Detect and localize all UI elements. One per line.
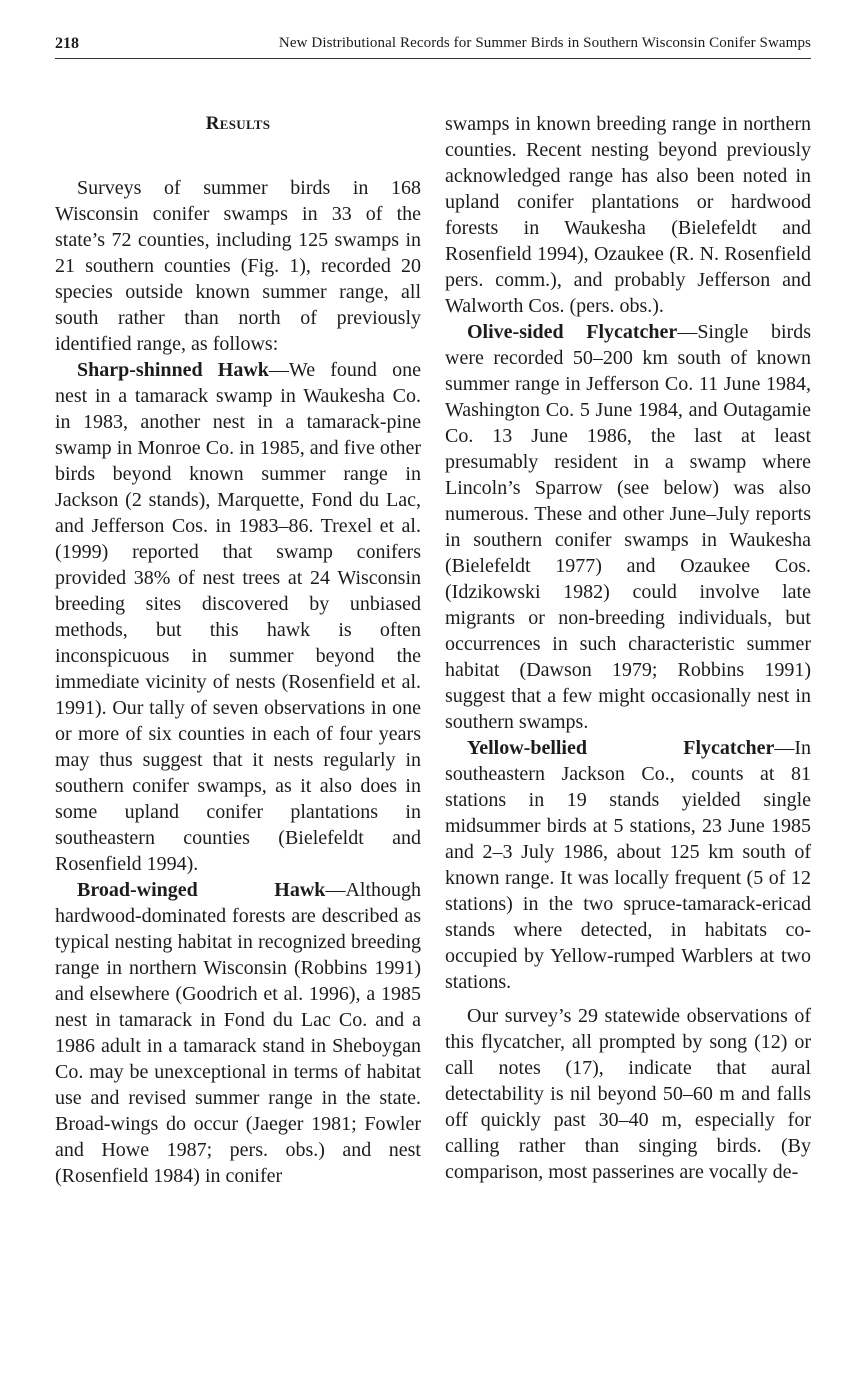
species-name-broad-winged-hawk: Broad-winged Hawk — [77, 879, 326, 901]
page-number: 218 — [55, 35, 79, 52]
section-heading-results: Results — [205, 113, 271, 134]
left-column — [55, 111, 421, 1189]
sharp-shinned-hawk-text: —We found one nest in a tamarack swamp in Waukesha Co. in 1983, another nest in a tamarack-pine swamp in Monroe Co. in 1985, and five other birds beyond known summer range in Jackson (2 stands), Marquette, Fond du Lac, and Jefferson Cos. in 1983–86. Trexel et al. (1999) reported that swamp conifers provided 38% of nest trees at 24 Wisconsin breeding sites discovered by unbiased methods, but this hawk is often inconspicuous in summer beyond the immediate vicinity of nests (Rosenfield et al. 1991). Our tally of seven observations in one or more of six counties in each of four years may thus suggest that it nests regularly in southern conifer swamps, as it also does in some upland conifer plantations in southeastern counties (Bielefeldt and Rosenfield 1994). — [55, 359, 421, 875]
species-name-sharp-shinned-hawk: Sharp-shinned Hawk — [77, 359, 269, 381]
species-name-yellow-bellied-flycatcher: Yellow-bellied Flycatcher — [467, 737, 775, 759]
sharp-shinned-hawk-paragraph — [55, 357, 421, 877]
broad-winged-hawk-continuation: swamps in known breeding range in northern counties. Recent nesting beyond previously acknowledged range has also been noted in upland conifer plantations or hardwood forests in Waukesha (Bielefeldt and Rosenfield 1994), Ozaukee (R. N. Rosenfield pers. comm.), and probably Jefferson and Walworth Cos. (pers. obs.). — [445, 113, 811, 317]
yellow-bellied-flycatcher-text: —In southeastern Jackson Co., counts at 81 stations in 19 stands yielded single midsummer birds at 5 stations, 23 June 1985 and 2–3 July 1986, about 125 km south of known range. It was locally frequent (5 of 12 stations) in the two spruce-tamarack-ericad stands where detected, in habitats co-occupied by Yellow-rumped Warblers at two stations. — [445, 737, 811, 993]
right-column — [445, 111, 811, 1185]
yellow-bellied-flycatcher-paragraph — [445, 735, 811, 995]
running-header — [55, 34, 811, 59]
olive-sided-flycatcher-paragraph — [445, 319, 811, 735]
broad-winged-hawk-text: —Although hardwood-dominated forests are described as typical nesting habitat in recognized breeding range in northern Wisconsin (Robbins 1991) and elsewhere (Goodrich et al. 1996), a 1985 nest in tamarack in Fond du Lac Co. and a 1986 adult in a tamarack stand in Sheboygan Co. may be unexceptional in terms of habitat use and revised summer range in the state. Broad-wings do occur (Jaeger 1981; Fowler and Howe 1987; pers. obs.) and nest (Rosenfield 1984) in conifer — [55, 879, 421, 1187]
survey-detectability-paragraph: Our survey’s 29 statewide observations of this flycatcher, all prompted by song (12) or call notes (17), indicate that aural detectability is nil beyond 50–60 m and falls off quickly past 30–40 m, especially for calling rather than singing birds. (By comparison, most passerines are vocally de- — [445, 1005, 811, 1183]
running-title: New Distributional Records for Summer Birds in Southern Wisconsin Conifer Swamps — [278, 35, 811, 51]
olive-sided-flycatcher-text: —Single birds were recorded 50–200 km south of known summer range in Jefferson Co. 11 June 1984, Washington Co. 5 June 1984, and Outagamie Co. 13 June 1986, the last at least presumably resident in a swamp where Lincoln’s Sparrow (see below) was also numerous. These and other June–July reports in southern conifer swamps in Waukesha (Bielefeldt 1977) and Ozaukee Cos. (Idzikowski 1982) could involve late migrants or non-breeding individuals, but occurrences in such characteristic summer habitat (Dawson 1979; Robbins 1991) suggest that a few might occasionally nest in southern swamps. — [445, 321, 811, 733]
broad-winged-hawk-paragraph — [55, 877, 421, 1189]
intro-paragraph: Surveys of summer birds in 168 Wisconsin conifer swamps in 33 of the state’s 72 counties, including 125 swamps in 21 southern counties (Fig. 1), recorded 20 species outside known summer range, all south rather than north of previously identified range, as follows: — [55, 177, 421, 355]
species-name-olive-sided-flycatcher: Olive-sided Flycatcher — [467, 321, 678, 343]
right-column-flow — [445, 111, 811, 1185]
